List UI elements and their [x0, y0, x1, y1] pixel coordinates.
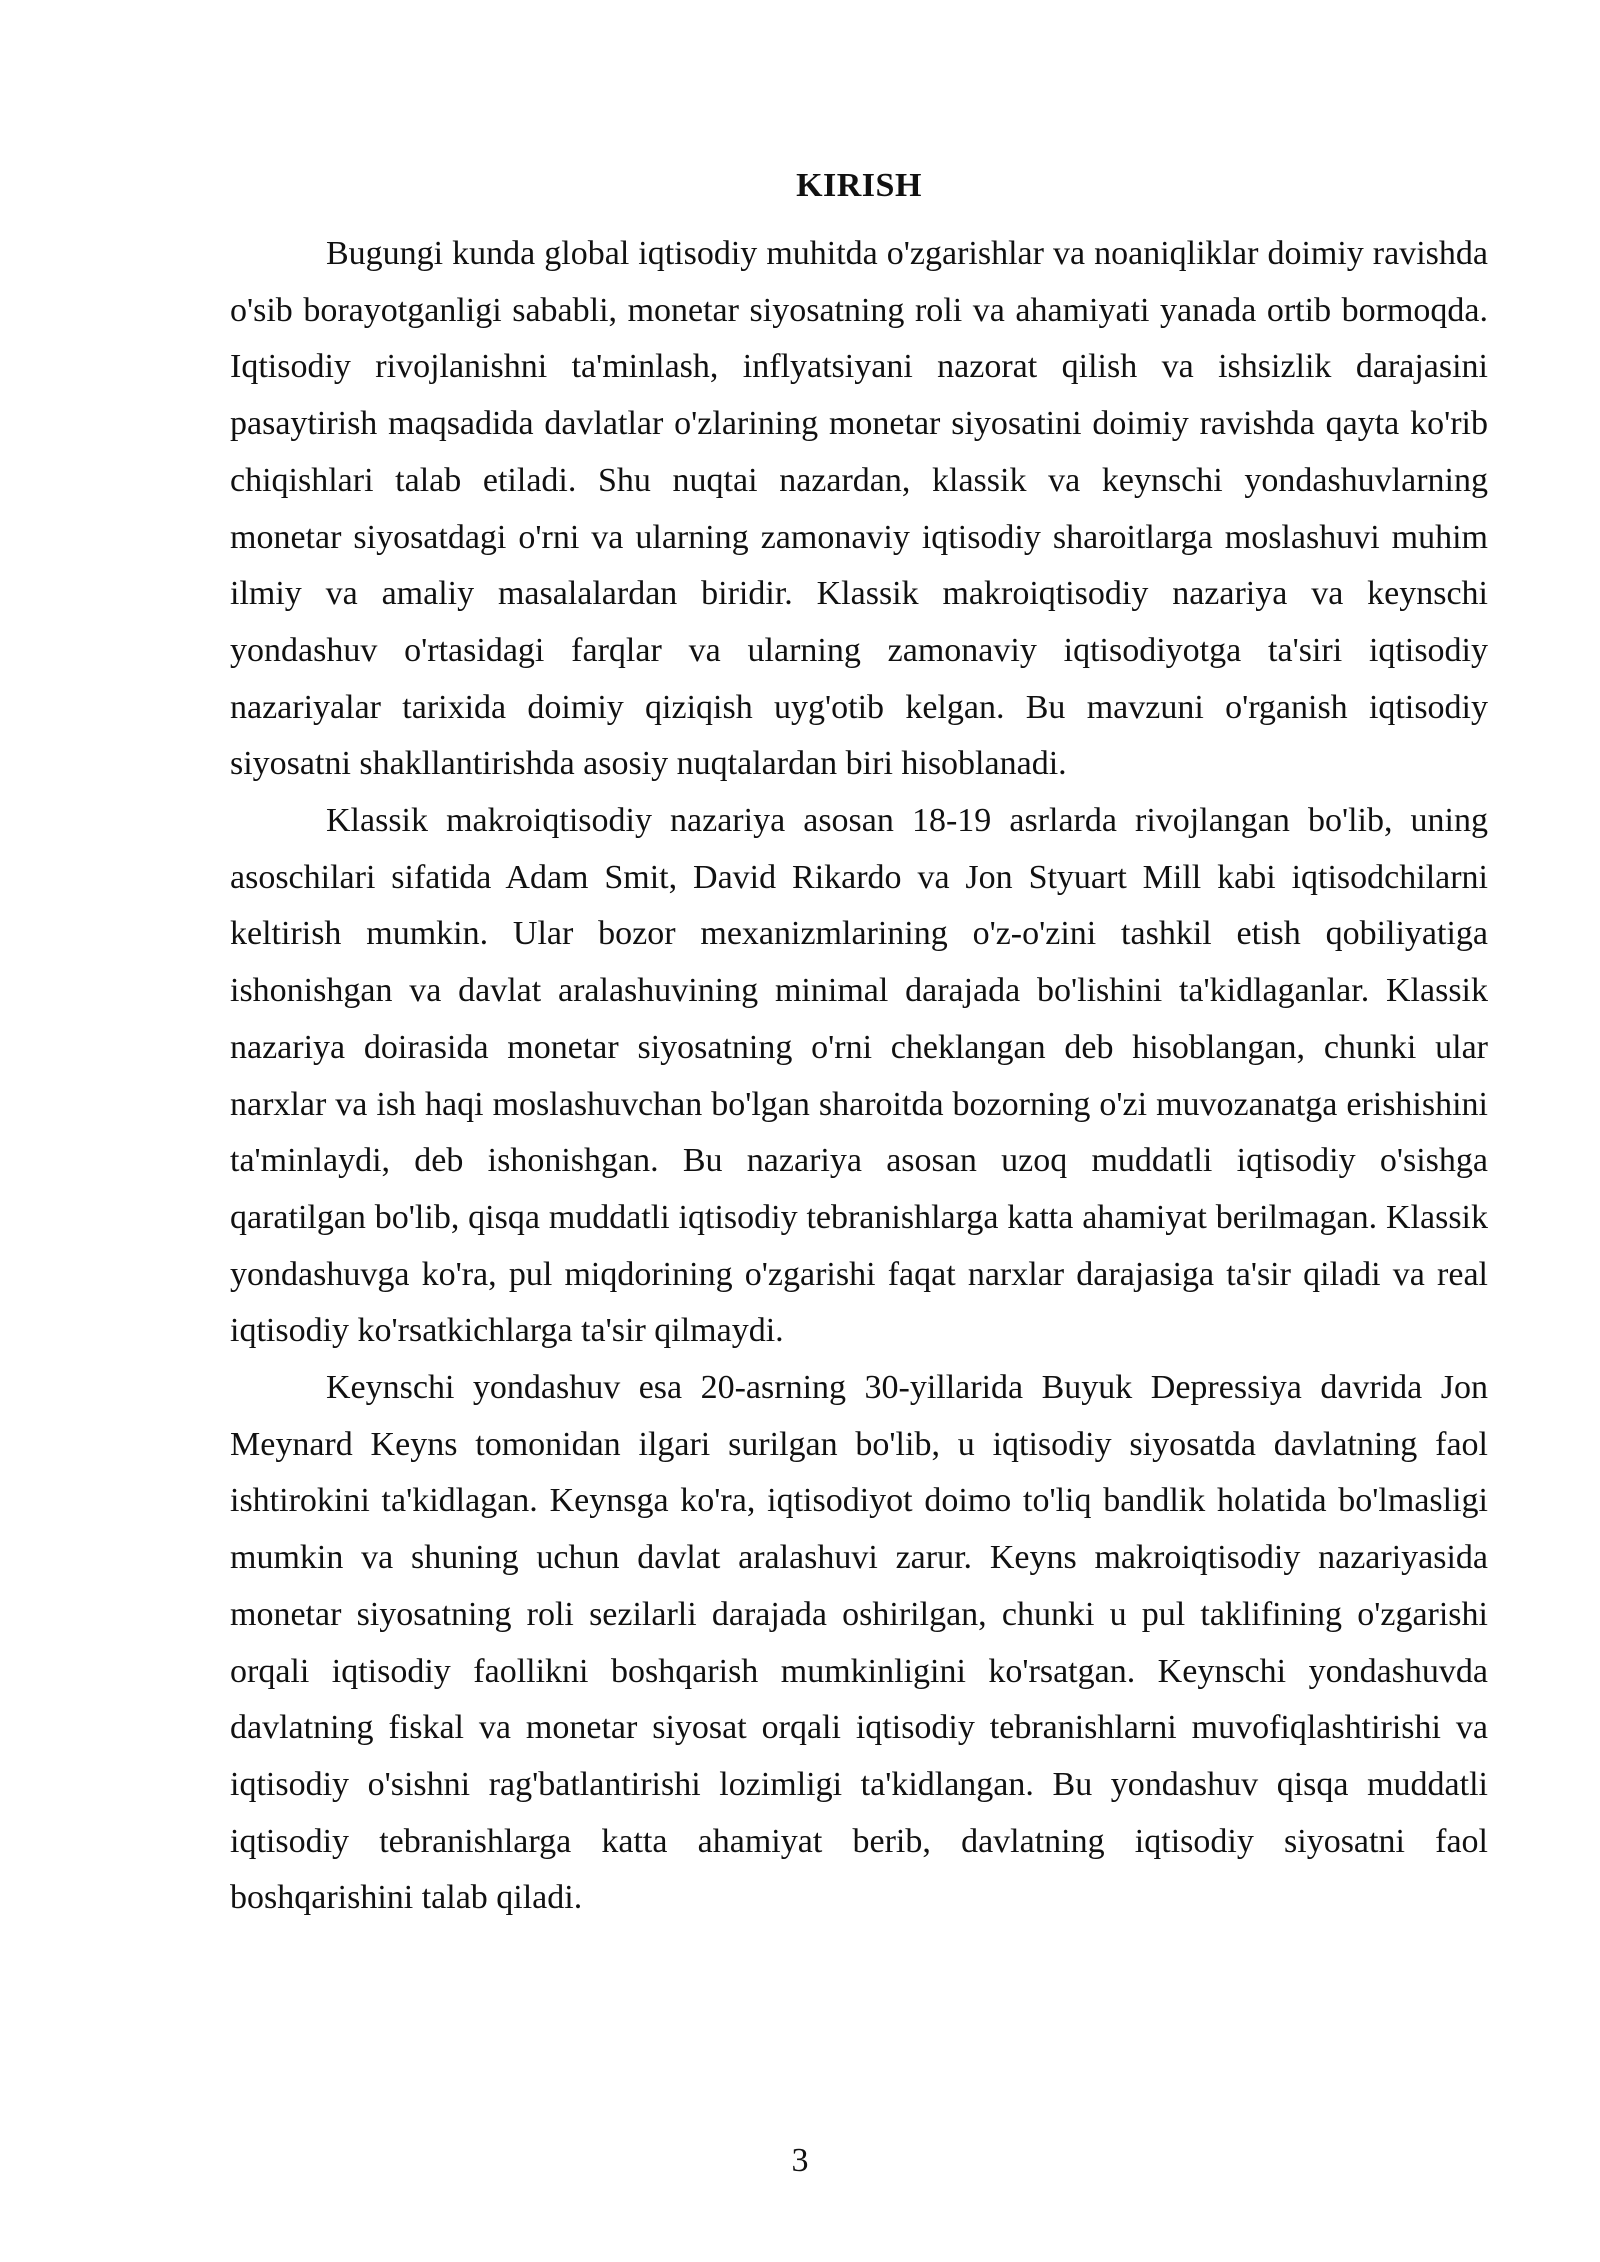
paragraph-keynesian-approach: Keynschi yondashuv esa 20-asrning 30-yillarida Buyuk Depressiya davrida Jon Meynard Keyns tomonidan ilgari surilgan bo'lib, u iqtisodiy siyosatda davlatning faol ishtirokini ta'kidlagan. Keynsga ko'ra, iqtisodiyot doimo to'liq bandlik holatida bo'lmasligi mumkin va shuning uchun davlat aralashuvi zarur. Keyns makroiqtisodiy nazariyasida monetar siyosatning roli sezilarli darajada oshirilgan, chunki u pul taklifining o'zgarishi orqali iqtisodiy faollikni boshqarish mumkinligini ko'rsatgan. Keynschi yondashuvda davlatning fiskal va monetar siyosat orqali iqtisodiy tebranishlarni muvofiqlashtirishi va iqtisodiy o'sishni rag'batlantirishi lozimligi ta'kidlangan. Bu yondashuv qisqa muddatli iqtisodiy tebranishlarga katta ahamiyat berib, davlatning iqtisodiy siyosatni faol boshqarishini talab qiladi. — [230, 1369, 1488, 1917]
paragraph-intro: Bugungi kunda global iqtisodiy muhitda o'zgarishlar va noaniqliklar doimiy ravishda o'sib borayotganligi sababli, monetar siyosatning roli va ahamiyati yanada ortib bormoqda. Iqtisodiy rivojlanishni ta'minlash, inflyatsiyani nazorat qilish va ishsizlik darajasini pasaytirish maqsadida davlatlar o'zlarining monetar siyosatini doimiy ravishda qayta ko'rib chiqishlari talab etiladi. Shu nuqtai nazardan, klassik va keynschi yondashuvlarning monetar siyosatdagi o'rni va ularning zamonaviy iqtisodiy sharoitlarga moslashuvi muhim ilmiy va amaliy masalalardan biridir. Klassik makroiqtisodiy nazariya va keynschi yondashuv o'rtasidagi farqlar va ularning zamonaviy iqtisodiyotga ta'siri iqtisodiy nazariyalar tarixida doimiy qiziqish uyg'otib kelgan. Bu mavzuni o'rganish iqtisodiy siyosatni shakllantirishda asosiy nuqtalardan biri hisoblanadi. — [230, 235, 1488, 783]
page-number: 3 — [791, 2142, 809, 2179]
section-title: KIRISH — [796, 167, 922, 204]
paragraph-classical-theory: Klassik makroiqtisodiy nazariya asosan 18-19 asrlarda rivojlangan bo'lib, uning asoschilari sifatida Adam Smit, David Rikardo va Jon Styuart Mill kabi iqtisodchilarni keltirish mumkin. Ular bozor mexanizmlarining o'z-o'zini tashkil etish qobiliyatiga ishonishgan va davlat aralashuvining minimal darajada bo'lishini ta'kidlaganlar. Klassik nazariya doirasida monetar siyosatning o'rni cheklangan deb hisoblangan, chunki ular narxlar va ish haqi moslashuvchan bo'lgan sharoitda bozorning o'zi muvozanatga erishishini ta'minlaydi, deb ishonishgan. Bu nazariya asosan uzoq muddatli iqtisodiy o'sishga qaratilgan bo'lib, qisqa muddatli iqtisodiy tebranishlarga katta ahamiyat berilmagan. Klassik yondashuvga ko'ra, pul miqdorining o'zgarishi faqat narxlar darajasiga ta'sir qiladi va real iqtisodiy ko'rsatkichlarga ta'sir qilmaydi. — [230, 802, 1488, 1350]
page-body — [230, 162, 1488, 1927]
